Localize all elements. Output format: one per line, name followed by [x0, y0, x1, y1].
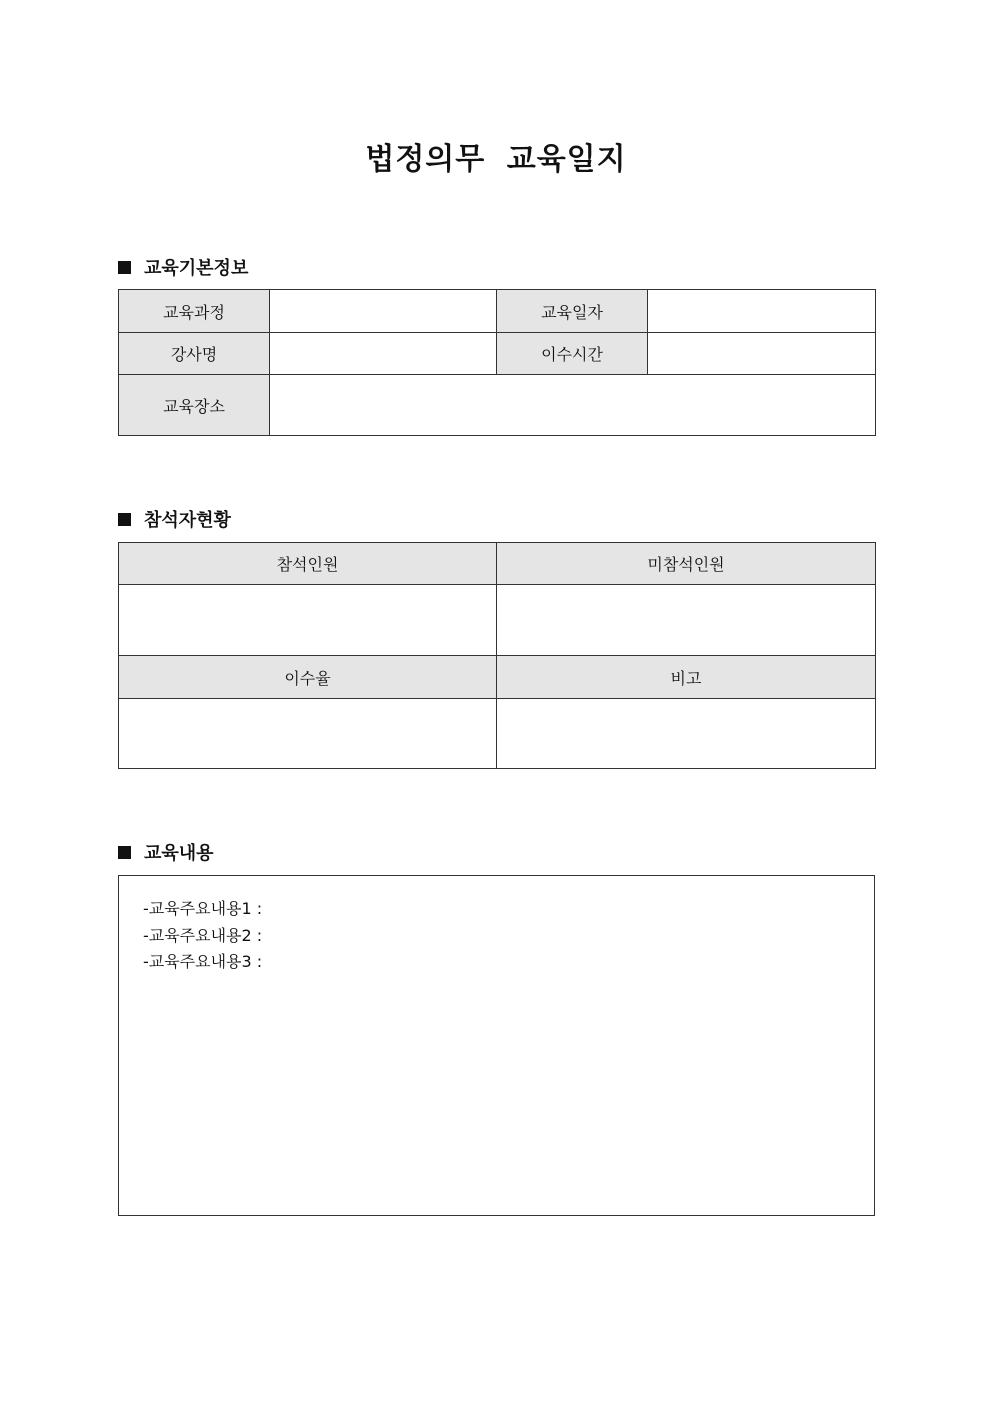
date-label: 교육일자 — [497, 290, 648, 333]
content-line-2: -교육주요내용2 : — [143, 925, 263, 945]
hours-label: 이수시간 — [497, 333, 648, 375]
remarks-field[interactable] — [497, 699, 876, 769]
section-heading-attendance — [118, 506, 231, 532]
education-content-box[interactable] — [118, 875, 875, 1216]
section-heading-basic-info — [118, 254, 248, 280]
course-field[interactable] — [270, 290, 497, 333]
remarks-label: 비고 — [497, 656, 876, 699]
attendees-label: 참석인원 — [119, 543, 497, 585]
attendees-field[interactable] — [119, 585, 497, 656]
content-line-3: -교육주요내용3 : — [143, 952, 263, 971]
black-square-icon — [118, 261, 131, 274]
basic-info-table — [118, 289, 876, 436]
completion-rate-label: 이수율 — [119, 656, 497, 699]
section-heading-label: 교육내용 — [144, 843, 214, 864]
content-line-1: -교육주요내용1 : — [143, 899, 263, 918]
instructor-label: 강사명 — [119, 333, 270, 375]
table-row — [119, 699, 876, 769]
table-row — [119, 585, 876, 656]
table-row — [119, 543, 876, 585]
completion-rate-field[interactable] — [119, 699, 497, 769]
black-square-icon — [118, 513, 131, 526]
table-row — [119, 375, 876, 436]
table-row — [119, 333, 876, 375]
table-row — [119, 656, 876, 699]
document-title: 법정의무 교육일지 — [365, 142, 627, 177]
section-heading-label: 참석자현황 — [144, 510, 231, 531]
date-field[interactable] — [648, 290, 876, 333]
location-field[interactable] — [270, 375, 876, 436]
location-label: 교육장소 — [119, 375, 270, 436]
attendance-table — [118, 542, 876, 769]
absentees-label: 미참석인원 — [497, 543, 876, 585]
section-heading-label: 교육기본정보 — [144, 258, 249, 279]
absentees-field[interactable] — [497, 585, 876, 656]
section-heading-content — [118, 839, 214, 865]
course-label: 교육과정 — [119, 290, 270, 333]
instructor-field[interactable] — [270, 333, 497, 375]
hours-field[interactable] — [648, 333, 876, 375]
content-lines — [143, 896, 262, 976]
black-square-icon — [118, 846, 131, 859]
table-row — [119, 290, 876, 333]
